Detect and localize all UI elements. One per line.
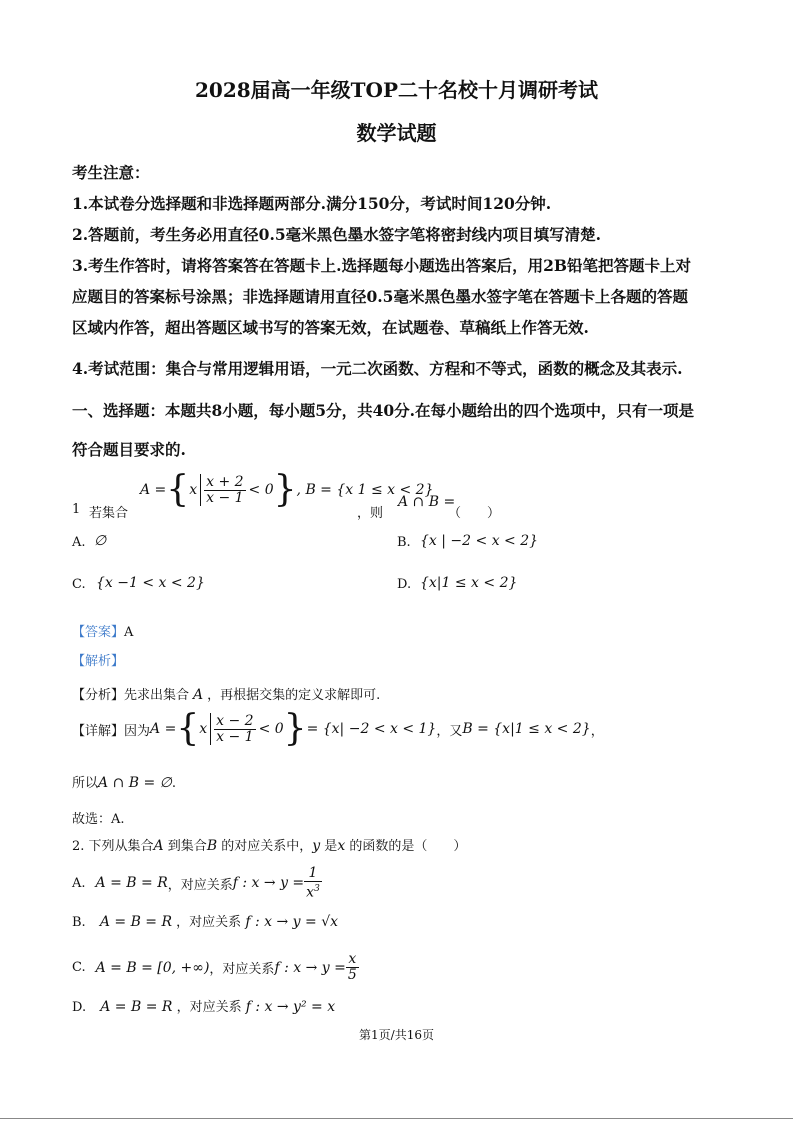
- detail-text-3: ，: [590, 723, 604, 739]
- q2-stem-y: y: [312, 838, 321, 854]
- q2-option-a: [72, 866, 322, 901]
- q2-option-c-label: C.: [72, 960, 86, 975]
- detail-frac-den: x − 1: [216, 728, 254, 745]
- q1-frac-num: x + 2: [206, 473, 244, 490]
- q1-option-c: {x −1 < x < 2}: [96, 575, 205, 591]
- page-footer: 第1页/共16页: [359, 1028, 434, 1042]
- q1-ask: A ∩ B =: [398, 494, 456, 510]
- q2-option-a-exp: 3: [314, 884, 320, 894]
- detail-setB: B = {x|1 ≤ x < 2}: [462, 721, 591, 737]
- q1-conclusion: [72, 772, 176, 791]
- detail-fraction: [214, 714, 255, 745]
- set-bar: [200, 474, 201, 506]
- q1-answer: [72, 621, 133, 640]
- q2-option-c-mid: ，对应关系: [209, 962, 275, 977]
- q1-option-d: {x|1 ≤ x < 2}: [420, 575, 518, 591]
- q1-suffix: ，则: [357, 506, 384, 521]
- q2-stem-text: 2. 下列从集合: [72, 839, 154, 854]
- q2-option-a-num: 1: [304, 866, 322, 882]
- detail-text: 因为: [124, 723, 151, 739]
- q2-option-d: [72, 996, 335, 1015]
- q1-option-b-label: B.: [397, 535, 411, 550]
- q2-option-a-fraction: [304, 866, 322, 901]
- q1-fraction: [204, 475, 245, 506]
- fenxi-text: 先求出集合: [124, 688, 190, 703]
- q2-option-b-mid: ，对应关系: [176, 915, 242, 930]
- notice-line: 2.答题前，考生务必用直径0.5毫米黑色墨水签字笔将密封线内项目填写清楚.: [72, 225, 602, 244]
- fenxi-tag: 【分析】: [72, 688, 125, 703]
- notice-heading: 考生注意：: [72, 163, 150, 182]
- q2-option-b-label: B.: [72, 915, 86, 930]
- q2-option-d-mid: ，对应关系: [176, 1000, 242, 1015]
- q1-option-c-label: C.: [72, 577, 86, 592]
- q2-option-c-fraction: [346, 952, 359, 983]
- q2-stem-B: B: [206, 838, 218, 854]
- detail-eq: = {x| −2 < x < 1}: [306, 721, 437, 737]
- fenxi-text-2: ，再根据交集的定义求解即可.: [207, 688, 381, 703]
- q2-stem-text-5: 的函数的是（ ）: [345, 839, 467, 854]
- q2-option-d-map: f : x → y² = x: [245, 999, 336, 1015]
- q1-option-b: {x | −2 < x < 2}: [420, 533, 539, 549]
- q2-option-d-label: D.: [72, 1000, 87, 1015]
- exam-subtitle: 数学试题: [356, 121, 437, 145]
- q2-option-a-mid: ，对应关系: [167, 877, 233, 893]
- q2-stem: [72, 835, 466, 854]
- q1-frac-den: x − 1: [206, 489, 244, 506]
- fenxi-var: A: [193, 687, 204, 703]
- conclusion-expr: A ∩ B = ∅: [98, 775, 172, 791]
- q1-number: 1: [72, 502, 81, 517]
- q1-paren: （ ）: [448, 506, 501, 521]
- q2-stem-text-3: 的对应关系中，: [217, 839, 313, 854]
- detail-lhs: A =: [150, 721, 177, 737]
- answer-tag: 【答案】: [72, 625, 125, 640]
- q2-option-a-den: x: [306, 884, 315, 901]
- exam-title: 2028届高一年级TOP二十名校十月调研考试: [194, 78, 598, 102]
- notice-line: 区域内作答，超出答题区域书写的答案无效，在试题卷、草稿纸上作答无效.: [72, 318, 589, 337]
- q2-option-b-map: f : x → y = √x: [245, 914, 339, 930]
- q1-option-a-label: A.: [72, 535, 86, 550]
- section-intro: 符合题目要求的.: [72, 440, 186, 459]
- q2-option-a-sets: A = B = R: [95, 875, 168, 892]
- detail-tag: 【详解】: [72, 723, 125, 739]
- q1-setB: , B = {x 1 ≤ x < 2}: [296, 482, 434, 498]
- q2-option-a-map: f : x → y =: [232, 875, 305, 892]
- conclusion-end: .: [171, 776, 177, 791]
- q2-option-c-num: x: [346, 952, 359, 968]
- q1-choose: 故选：A.: [72, 812, 125, 827]
- q2-stem-text-4: 是: [320, 839, 338, 854]
- notice-line: 1.本试卷分选择题和非选择题两部分.满分150分，考试时间120分钟.: [72, 194, 552, 213]
- detail-frac-num: x − 2: [216, 712, 254, 729]
- q2-option-c-map: f : x → y =: [274, 959, 346, 976]
- q2-option-b: [72, 911, 338, 930]
- notice-line: 3.考生作答时，请将答案答在答题卡上.选择题每小题选出答案后，用2B铅笔把答题卡上对: [72, 256, 691, 275]
- q2-option-c-sets: A = B = [0, +∞): [95, 959, 210, 976]
- q1-set-expression: [140, 469, 434, 510]
- analysis-tag: 【解析】: [72, 654, 125, 669]
- q2-option-a-den-wrap: [304, 882, 322, 901]
- notice-line: 4.考试范围：集合与常用逻辑用语，一元二次函数、方程和不等式，函数的概念及其表示.: [72, 359, 683, 378]
- q2-stem-x: x: [337, 838, 346, 854]
- detail-text-2: ，又: [436, 723, 463, 739]
- detail-var: x: [199, 721, 208, 737]
- q1-detail: [72, 708, 604, 749]
- q2-stem-text-2: 到集合: [163, 839, 207, 854]
- q1-setA-var: x: [189, 482, 198, 498]
- detail-rel: < 0: [258, 721, 284, 737]
- q2-option-b-sets: A = B = R: [99, 914, 173, 930]
- q2-option-c-den: 5: [347, 967, 357, 983]
- q1-setA-lhs: A =: [140, 482, 167, 498]
- right-brace-icon: }: [283, 708, 307, 749]
- q1-frac-rel: < 0: [248, 482, 274, 498]
- q1-option-d-label: D.: [397, 577, 412, 592]
- q1-fenxi: [72, 684, 380, 703]
- q2-option-a-label: A.: [72, 875, 86, 891]
- q1-prefix: 若集合: [89, 506, 129, 521]
- set-bar: [210, 713, 211, 745]
- bottom-divider: [0, 1118, 793, 1119]
- left-brace-icon: {: [166, 469, 190, 510]
- section-intro: 一、选择题：本题共8小题，每小题5分，共40分.在每小题给出的四个选项中，只有一项是: [72, 401, 695, 420]
- conclusion-text: 所以: [72, 776, 99, 791]
- right-brace-icon: }: [273, 469, 297, 510]
- left-brace-icon: {: [176, 708, 200, 749]
- notice-line: 应题目的答案标号涂黑；非选择题请用直径0.5毫米黑色墨水签字笔在答题卡上各题的答题: [72, 287, 688, 306]
- q2-stem-A: A: [153, 838, 164, 854]
- q2-option-c: [72, 952, 359, 983]
- answer-value: A: [124, 625, 134, 640]
- q2-option-d-sets: A = B = R: [100, 999, 173, 1015]
- q1-option-a: ∅: [94, 533, 107, 549]
